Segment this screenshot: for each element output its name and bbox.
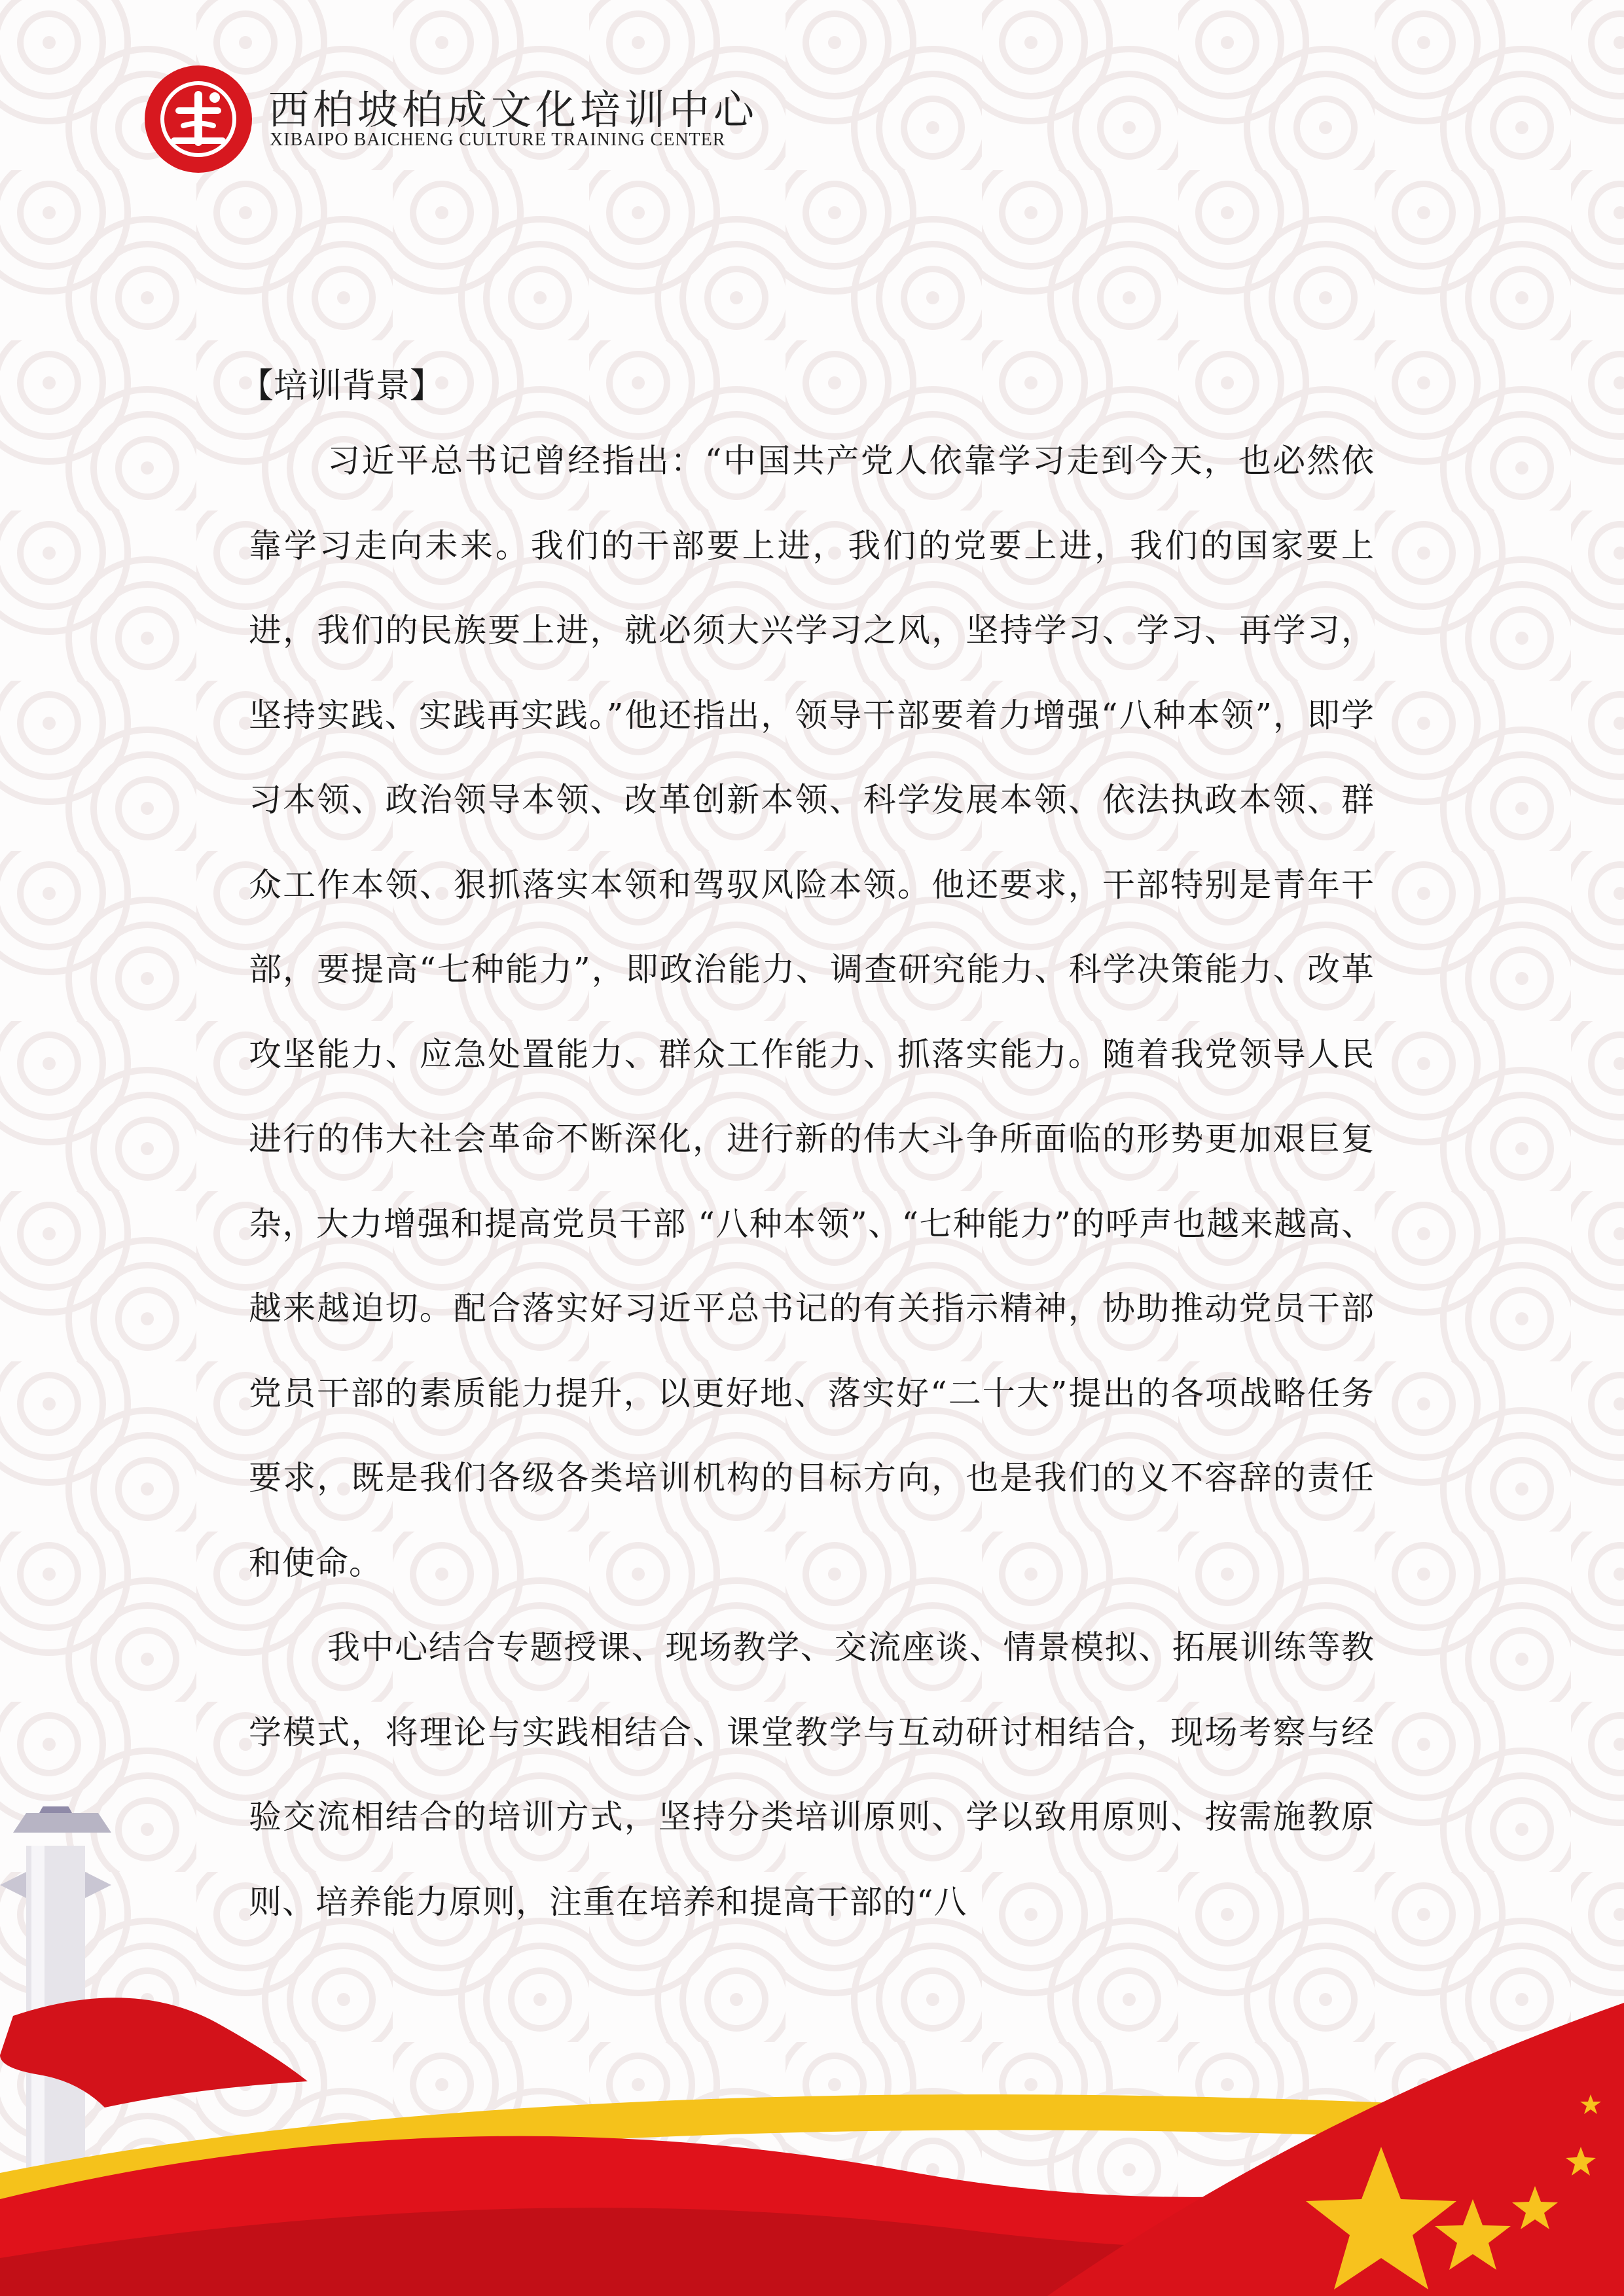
section-title: 【培训背景】 [240,367,444,406]
red-wave-right [1047,2003,1624,2296]
paragraph-training-approach: 我中心结合专题授课、现场教学、交流座谈、情景模拟、拓展训练等教学模式，将理论与实践相结合、课堂教学与互动研讨相结合，现场考察与经验交流相结合的培训方式，坚持分类培训原则、学以致用原则、按需施教原则、培养能力原则，注重在培养和提高干部的“八 [249,1628,1375,1921]
document-body [240,353,1375,1945]
bottom-decoration [0,1806,1624,2296]
org-name-chinese: 西柏坡柏成文化培训中心 [268,86,759,134]
org-name-english: XIBAIPO BAICHENG CULTURE TRAINING CENTER [270,130,726,150]
center-logo [143,63,254,175]
paragraph-training-background: 习近平总书记曾经指出：“中国共产党人依靠学习走到今天，也必然依靠学习走向未来。我们的干部要上进，我们的党要上进，我们的国家要上进，我们的民族要上进，就必须大兴学习之风，坚持学习、学习、再学习，坚持实践、实践再实践。”他还指出，领导干部要着力增强“八种本领”，即学习本领、政治领导本领、改革创新本领、科学发展本领、依法执政本领、群众工作本领、狠抓落实本领和驾驭风险本领。他还要求，干部特别是青年干部，要提高“七种能力”，即政治能力、调查研究能力、科学决策能力、改革攻坚能力、应急处置能力、群众工作能力、抓落实能力。随着我党领导人民进行的伟大社会革命不断深化，进行新的伟大斗争所面临的形势更加艰巨复杂，大力增强和提高党员干部 “八种本领”、“七种能力”的呼声也越来越高、越来越迫切。配合落实好习近平总书记的有关指示精神，协助推动党员干部党员干部的素质能力提升，以更好地、落实好“二十大”提出的各项战略任务要求，既是我们各级各类培训机构的目标方向，也是我们的义不容辞的责任和使命。 [249,442,1375,1582]
